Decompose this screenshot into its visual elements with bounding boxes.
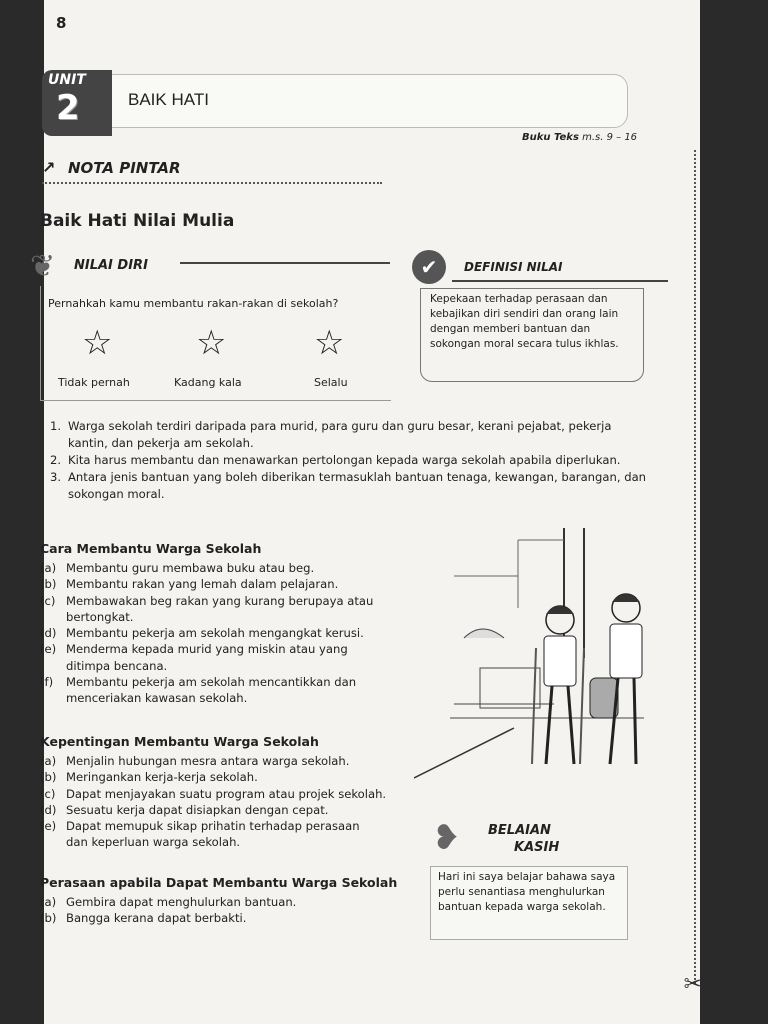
item-number: 2. — [50, 453, 62, 467]
cut-line — [694, 150, 696, 984]
nilai-diri-question: Pernahkah kamu membantu rakan-rakan di sekolah? — [48, 297, 339, 310]
list-item — [40, 818, 386, 834]
list-item — [40, 690, 373, 706]
kepentingan-heading: Kepentingan Membantu Warga Sekolah — [40, 734, 319, 749]
star-label-3: Selalu — [314, 376, 348, 389]
item-text: menceriakan kawasan sekolah. — [66, 691, 248, 706]
unit-number: 2 — [56, 88, 80, 128]
list-item — [40, 753, 386, 769]
list-item — [40, 593, 373, 609]
list-item — [40, 609, 373, 625]
definisi-rule — [452, 280, 668, 282]
item-marker: (b) — [40, 577, 57, 592]
list-item — [40, 674, 373, 690]
star-option-3[interactable]: ☆ — [314, 323, 345, 363]
item-marker: (d) — [40, 802, 57, 817]
reference-book: Buku Teks — [522, 132, 579, 143]
heart-ribbon-icon: ❥ — [432, 818, 461, 858]
nota-title: NOTA PINTAR — [68, 159, 181, 177]
perasaan-list — [40, 894, 296, 927]
item-text: Membantu pekerja am sekolah mengangkat kerusi. — [66, 626, 364, 641]
perasaan-heading: Perasaan apabila Dapat Membantu Warga Sekolah — [40, 875, 398, 890]
reference-pages: m.s. 9 – 16 — [582, 132, 638, 143]
scissors-icon: ✂ — [683, 972, 702, 997]
list-item — [40, 910, 296, 926]
list-item — [40, 786, 386, 802]
nota-pintar-heading — [42, 158, 181, 177]
item-text: Kita harus membantu dan menawarkan pertolongan kepada warga sekolah apabila diperlukan. — [68, 453, 621, 467]
nilai-diri-rule — [180, 262, 390, 264]
list-item — [40, 834, 386, 850]
item-text: Warga sekolah terdiri daripada para murid, para guru dan guru besar, kerani pejabat, pekerja kantin, dan pekerja am sekolah. — [68, 419, 612, 450]
star-option-2[interactable]: ☆ — [196, 323, 227, 363]
item-text: Bangga kerana dapat berbakti. — [66, 911, 247, 926]
item-marker: (f) — [40, 675, 54, 690]
unit-title: BAIK HATI — [128, 90, 209, 109]
definisi-nilai-text: Kepekaan terhadap perasaan dan kebajikan diri sendiri dan orang lain dengan memberi bantuan dan sokongan moral secara tulus ikhlas. — [430, 293, 619, 350]
item-text: Meringankan kerja-kerja sekolah. — [66, 770, 258, 785]
item-text: bertongkat. — [66, 609, 134, 624]
nilai-diri-title: NILAI DIRI — [74, 258, 148, 273]
nota-divider — [42, 182, 382, 184]
item-text: Sesuatu kerja dapat disiapkan dengan cepat. — [66, 802, 329, 817]
numbered-item — [50, 469, 650, 503]
item-text: Menderma kepada murid yang miskin atau yang — [66, 642, 348, 657]
list-item — [40, 576, 373, 592]
item-marker: (e) — [40, 819, 57, 834]
item-marker — [40, 690, 66, 706]
star-label-2: Kadang kala — [174, 376, 242, 389]
item-marker — [40, 658, 66, 674]
star-option-1[interactable]: ☆ — [82, 323, 113, 363]
item-text: Menjalin hubungan mesra antara warga sekolah. — [66, 754, 350, 768]
unit-badge — [42, 70, 112, 136]
numbered-item — [50, 418, 650, 452]
item-marker: (c) — [40, 593, 56, 608]
belaian-title-line2: KASIH — [514, 840, 560, 855]
item-text: Antara jenis bantuan yang boleh diberikan termasuklah bantuan tenaga, kewangan, barangan, dan sokongan moral. — [68, 470, 647, 501]
definisi-nilai-header — [412, 250, 668, 284]
item-text: Membantu pekerja am sekolah mencantikkan dan — [66, 675, 357, 690]
checkmark-icon: ✔ — [412, 250, 446, 284]
list-item — [40, 894, 296, 910]
definisi-nilai-title: DEFINISI NILAI — [464, 260, 563, 274]
item-marker: (b) — [40, 911, 57, 926]
item-text: Membawakan beg rakan yang kurang berupaya atau — [66, 593, 374, 608]
numbered-item — [50, 452, 650, 469]
list-item — [40, 802, 386, 818]
item-marker — [40, 834, 66, 850]
item-text: ditimpa bencana. — [66, 658, 168, 673]
list-item — [40, 769, 386, 785]
kepentingan-list — [40, 753, 386, 851]
belaian-kasih-text: Hari ini saya belajar bahawa saya perlu senantiasa menghulurkan bantuan kepada warga sekolah. — [438, 871, 616, 913]
item-marker: (a) — [40, 895, 57, 909]
heart-icon: ❦ — [30, 249, 56, 284]
list-item — [40, 641, 373, 657]
item-text: Dapat menjayakan suatu program atau projek sekolah. — [66, 786, 387, 801]
item-text: Membantu guru membawa buku atau beg. — [66, 561, 315, 575]
item-marker: (a) — [40, 561, 57, 575]
item-text: dan keperluan warga sekolah. — [66, 835, 241, 850]
nilai-diri-header — [30, 250, 390, 284]
list-item — [40, 625, 373, 641]
belaian-title-line1: BELAIAN — [488, 823, 551, 838]
item-marker: (d) — [40, 626, 57, 641]
item-number: 1. — [50, 419, 62, 433]
list-item — [40, 560, 373, 576]
item-text: Gembira dapat menghulurkan bantuan. — [66, 895, 297, 909]
section-heading: Baik Hati Nilai Mulia — [40, 211, 235, 231]
textbook-reference — [522, 132, 637, 143]
item-marker: (b) — [40, 770, 57, 785]
item-marker: (c) — [40, 786, 56, 801]
star-label-1: Tidak pernah — [58, 376, 130, 389]
item-text: Membantu rakan yang lemah dalam pelajaran. — [66, 577, 339, 592]
list-item — [40, 658, 373, 674]
cara-list — [40, 560, 373, 707]
item-number: 3. — [50, 470, 62, 484]
students-illustration — [414, 528, 644, 788]
item-marker: (e) — [40, 642, 57, 657]
cara-heading: Cara Membantu Warga Sekolah — [40, 541, 262, 556]
belaian-kasih-header — [432, 818, 632, 866]
item-marker: (a) — [40, 754, 57, 768]
item-text: Dapat memupuk sikap prihatin terhadap perasaan — [66, 819, 360, 834]
item-marker — [40, 609, 66, 625]
unit-label: UNIT — [48, 72, 86, 88]
page-number: 8 — [56, 14, 67, 32]
numbered-list — [50, 418, 650, 503]
arrow-icon: ↗ — [42, 158, 56, 177]
belaian-kasih-title — [488, 822, 559, 856]
